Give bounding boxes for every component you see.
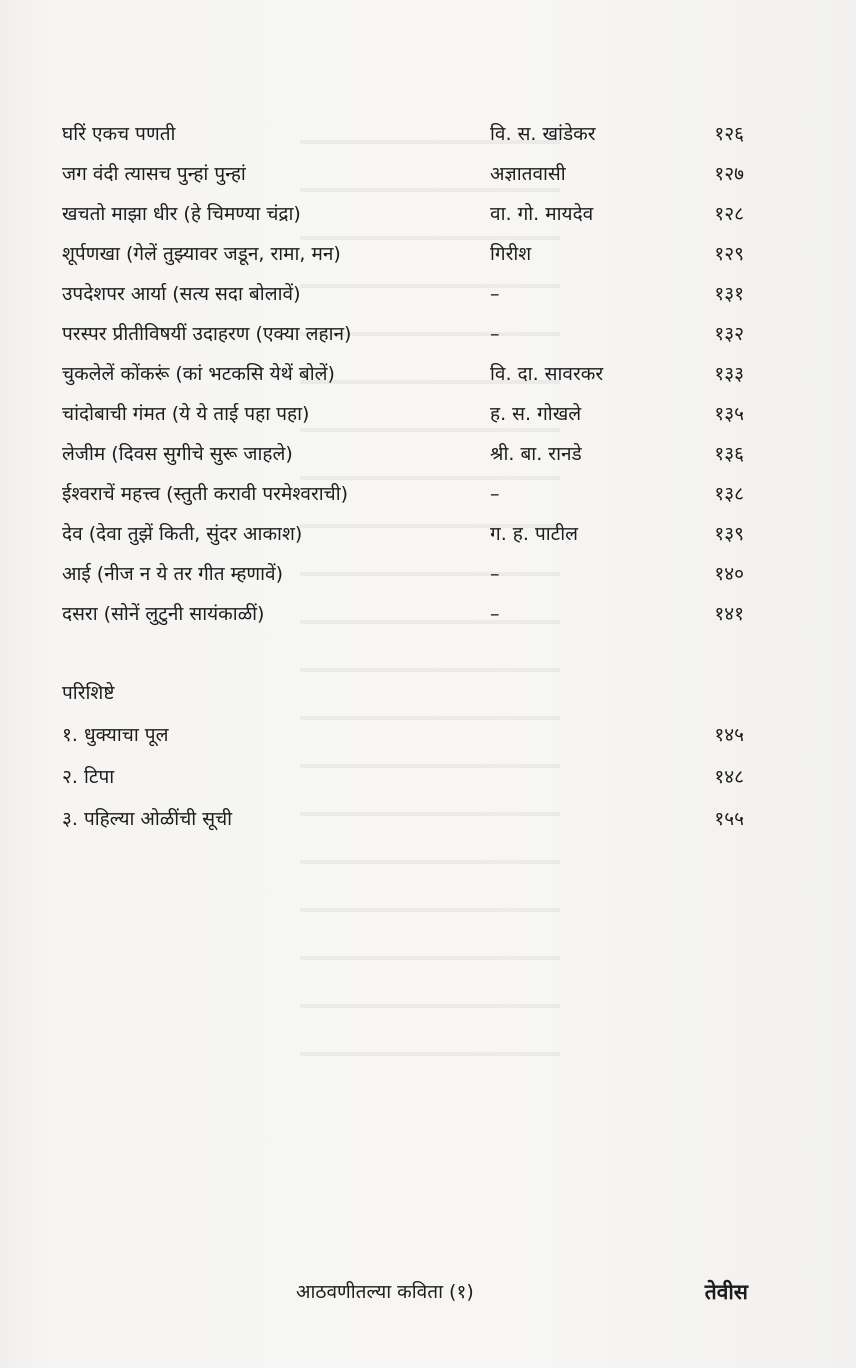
poem-title: लेजीम (दिवस सुगीचे सुरू जाहले) bbox=[62, 443, 293, 465]
contents-row bbox=[62, 474, 762, 514]
poet-name: – bbox=[490, 603, 500, 625]
contents-row bbox=[62, 354, 762, 394]
contents-list bbox=[62, 114, 762, 634]
appendix-title: २. टिपा bbox=[62, 766, 115, 788]
contents-row bbox=[62, 594, 762, 634]
page-number: १२७ bbox=[714, 163, 744, 185]
poem-title: शूर्पणखा (गेलें तुझ्यावर जडून, रामा, मन) bbox=[62, 243, 341, 265]
poet-name: अज्ञातवासी bbox=[490, 163, 566, 185]
poet-name: गिरीश bbox=[490, 243, 532, 265]
page-number: १५५ bbox=[714, 808, 744, 830]
page-number: १३१ bbox=[714, 283, 744, 305]
page-number: १३९ bbox=[714, 523, 744, 545]
poem-title: चांदोबाची गंमत (ये ये ताई पहा पहा) bbox=[62, 403, 310, 425]
appendix-title: ३. पहिल्या ओळींची सूची bbox=[62, 808, 233, 830]
contents-row bbox=[62, 314, 762, 354]
appendix-section bbox=[62, 672, 762, 840]
poet-name: ग. ह. पाटील bbox=[490, 523, 579, 545]
folio-page-number: तेवीस bbox=[704, 1280, 748, 1304]
page-number: १३३ bbox=[714, 363, 744, 385]
poem-title: घरिं एकच पणती bbox=[62, 123, 176, 145]
contents-row bbox=[62, 434, 762, 474]
poet-name: – bbox=[490, 283, 500, 305]
poem-title: खचतो माझा धीर (हे चिमण्या चंद्रा) bbox=[62, 203, 301, 225]
contents-row bbox=[62, 394, 762, 434]
page-number: १४१ bbox=[714, 603, 744, 625]
contents-row bbox=[62, 114, 762, 154]
appendix-title: १. धुक्याचा पूल bbox=[62, 724, 169, 746]
poet-name: वा. गो. मायदेव bbox=[490, 203, 594, 225]
contents-row bbox=[62, 154, 762, 194]
poem-title: चुकलेलें कोंकरूं (कां भटकसि येथें बोलें) bbox=[62, 363, 335, 385]
page-number: १२६ bbox=[714, 123, 744, 145]
page-number: १२८ bbox=[714, 203, 744, 225]
contents-row bbox=[62, 274, 762, 314]
poem-title: उपदेशपर आर्या (सत्य सदा बोलावें) bbox=[62, 283, 301, 305]
contents-row bbox=[62, 514, 762, 554]
page-number: १४५ bbox=[714, 724, 744, 746]
page-number: १३२ bbox=[714, 323, 744, 345]
appendix-heading: परिशिष्टे bbox=[62, 682, 115, 704]
page-footer bbox=[0, 1272, 856, 1312]
page-number: १४८ bbox=[714, 766, 744, 788]
page-number: १२९ bbox=[714, 243, 744, 265]
poet-name: वि. स. खांडेकर bbox=[490, 123, 596, 145]
running-book-title: आठवणीतल्या कविता (१) bbox=[296, 1281, 474, 1303]
appendix-row bbox=[62, 714, 762, 756]
poem-title: दसरा (सोनें लुटुनी सायंकाळीं) bbox=[62, 603, 265, 625]
contents-row bbox=[62, 234, 762, 274]
poet-name: – bbox=[490, 323, 500, 345]
page-number: १३६ bbox=[714, 443, 744, 465]
contents-row bbox=[62, 554, 762, 594]
poem-title: परस्पर प्रीतीविषयीं उदाहरण (एक्या लहान) bbox=[62, 323, 352, 345]
page-number: १४० bbox=[714, 563, 744, 585]
poet-name: श्री. बा. रानडे bbox=[490, 443, 582, 465]
contents-row bbox=[62, 194, 762, 234]
poem-title: ईश्वराचें महत्त्व (स्तुती करावी परमेश्वराची) bbox=[62, 483, 349, 505]
poem-title: देव (देवा तुझें किती, सुंदर आकाश) bbox=[62, 523, 303, 545]
poet-name: – bbox=[490, 563, 500, 585]
appendix-row bbox=[62, 756, 762, 798]
page-number: १३५ bbox=[714, 403, 744, 425]
poet-name: – bbox=[490, 483, 500, 505]
poet-name: ह. स. गोखले bbox=[490, 403, 582, 425]
poet-name: वि. दा. सावरकर bbox=[490, 363, 604, 385]
poem-title: जग वंदी त्यासच पुन्हां पुन्हां bbox=[62, 163, 246, 185]
page-number: १३८ bbox=[714, 483, 744, 505]
appendix-row bbox=[62, 798, 762, 840]
poem-title: आई (नीज न ये तर गीत म्हणावें) bbox=[62, 563, 284, 585]
